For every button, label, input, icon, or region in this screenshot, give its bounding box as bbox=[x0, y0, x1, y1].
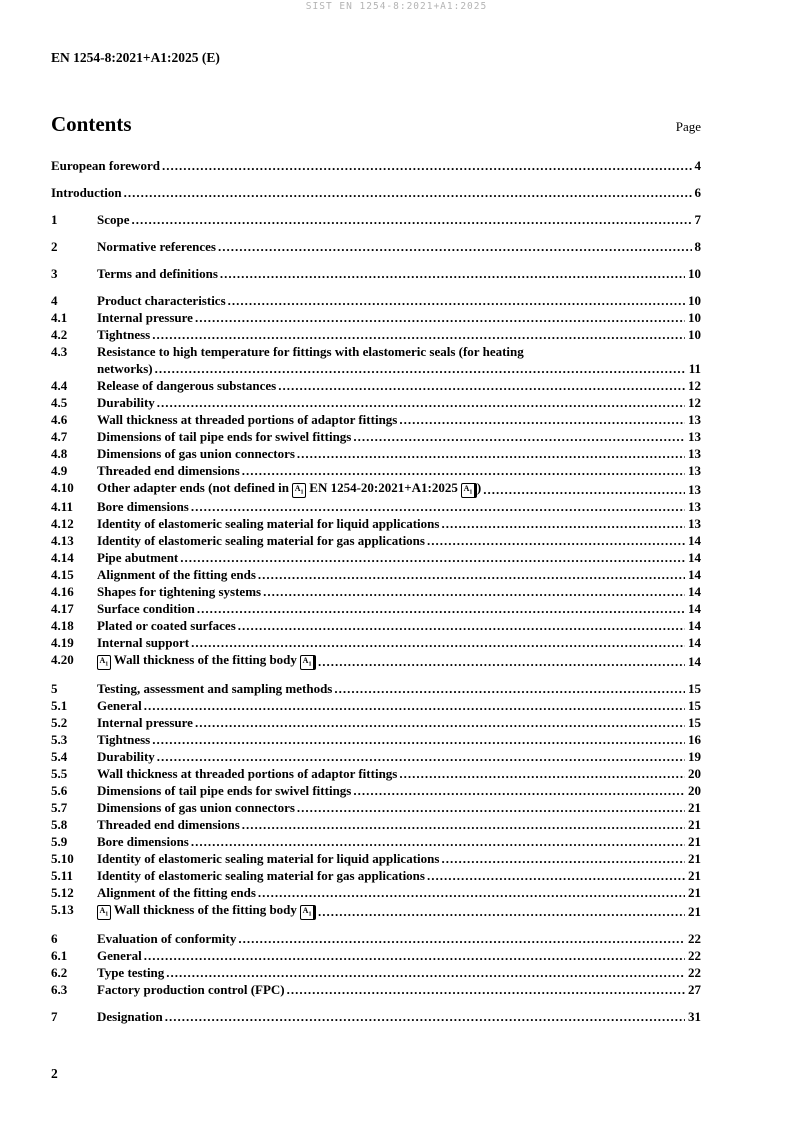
toc-entry bbox=[51, 634, 701, 651]
toc-entry bbox=[51, 816, 701, 833]
toc-entry-body bbox=[97, 930, 701, 947]
toc-entry-title: $A_1$ Wall thickness of the fitting body $A_1$ bbox=[97, 901, 316, 920]
toc-entry bbox=[51, 326, 701, 343]
toc-entry-page: 19 bbox=[688, 749, 701, 765]
dot-leader bbox=[152, 326, 685, 343]
toc-entry-body bbox=[97, 617, 701, 634]
toc-entry-number: 5.7 bbox=[51, 800, 68, 816]
toc-entry-page: 10 bbox=[688, 310, 701, 325]
toc-entry-page: 21 bbox=[688, 904, 701, 920]
dot-leader bbox=[191, 498, 685, 515]
toc-entry bbox=[51, 411, 701, 428]
toc-entry bbox=[51, 884, 701, 901]
toc-entry-page: 8 bbox=[694, 239, 701, 254]
toc-entry-body bbox=[97, 549, 701, 566]
toc-entry-page: 22 bbox=[688, 948, 701, 964]
toc-entry-body bbox=[97, 532, 701, 549]
toc-entry-page: 14 bbox=[688, 584, 701, 600]
dot-leader bbox=[242, 816, 685, 833]
toc-entry-body bbox=[97, 697, 701, 714]
toc-entry-body bbox=[97, 566, 701, 583]
document-reference: EN 1254-8:2021+A1:2025 (E) bbox=[51, 50, 220, 65]
toc-entry-title: Wall thickness at threaded portions of adaptor fittings bbox=[97, 766, 398, 782]
toc-entry-page: 14 bbox=[688, 635, 701, 651]
dot-leader bbox=[297, 445, 685, 462]
toc-entry-page: 21 bbox=[688, 834, 701, 850]
toc-entry bbox=[51, 462, 701, 479]
toc-entry bbox=[51, 930, 701, 947]
dot-leader bbox=[166, 964, 685, 981]
toc-entry bbox=[51, 394, 701, 411]
toc-entry-title: European foreword bbox=[51, 158, 160, 173]
toc-entry-number: 4.3 bbox=[51, 344, 68, 359]
toc-entry-body bbox=[97, 850, 701, 867]
dot-leader bbox=[218, 238, 692, 255]
toc-entry-page: 21 bbox=[688, 851, 701, 867]
toc-entry-body bbox=[97, 377, 701, 394]
toc-entry-number: 4.17 bbox=[51, 601, 74, 617]
dot-leader bbox=[318, 903, 685, 920]
amendment-marker-a1-start: $A_1$ bbox=[97, 905, 111, 921]
toc-entry-title: Wall thickness at threaded portions of adaptor fittings bbox=[97, 412, 398, 427]
toc-entry-title: Bore dimensions bbox=[97, 499, 189, 515]
toc-entry-page: 13 bbox=[688, 463, 701, 478]
toc-entry-number: 4.9 bbox=[51, 463, 68, 478]
toc-entry-number: 3 bbox=[51, 266, 58, 281]
toc-entry-number: 5.5 bbox=[51, 766, 68, 782]
toc-entry-title: Resistance to high temperature for fittings with elastomeric seals (for heating bbox=[97, 344, 524, 359]
toc-entry bbox=[51, 765, 701, 782]
toc-entry-body bbox=[97, 680, 701, 697]
toc-entry-title: Threaded end dimensions bbox=[97, 817, 240, 833]
toc-entry bbox=[51, 549, 701, 566]
dot-leader bbox=[238, 930, 685, 947]
toc-entry-number: 4.16 bbox=[51, 584, 74, 600]
toc-entry-title: Terms and definitions bbox=[97, 266, 218, 281]
toc-entry-title: Tightness bbox=[97, 327, 151, 342]
toc-entry-page: 14 bbox=[688, 654, 701, 670]
toc-entry-page: 13 bbox=[688, 429, 701, 444]
amendment-marker-a1-end: $A_1$ bbox=[461, 483, 477, 499]
toc-entry bbox=[51, 799, 701, 816]
toc-entry bbox=[51, 981, 701, 998]
toc-entry-number: 5.8 bbox=[51, 817, 68, 833]
toc-entry-body bbox=[97, 947, 701, 964]
watermark-text: SIST EN 1254-8:2021+A1:2025 bbox=[305, 1, 488, 12]
dot-leader bbox=[191, 833, 685, 850]
toc-entry-number: 5.9 bbox=[51, 834, 68, 850]
toc-entry-number: 5.11 bbox=[51, 868, 74, 884]
toc-entry-body bbox=[51, 157, 701, 174]
toc-entry-body bbox=[97, 498, 701, 515]
toc-entry-title: Durability bbox=[97, 395, 155, 410]
toc-entry-page: 13 bbox=[688, 412, 701, 427]
toc-entry bbox=[51, 850, 701, 867]
toc-entry-title: Alignment of the fitting ends bbox=[97, 567, 256, 583]
toc-entry-title: Testing, assessment and sampling methods bbox=[97, 681, 333, 697]
toc-entry-page: 14 bbox=[688, 550, 701, 566]
toc-entry-title: Internal pressure bbox=[97, 715, 193, 731]
toc-entry-page: 31 bbox=[688, 1009, 701, 1025]
toc-entry-body bbox=[97, 833, 701, 850]
toc-entry-body bbox=[51, 184, 701, 201]
toc-entry bbox=[51, 238, 701, 255]
toc-entry-number: 4.15 bbox=[51, 567, 74, 583]
toc-entry-body bbox=[97, 211, 701, 228]
toc-entry-title: Identity of elastomeric sealing material for liquid applications bbox=[97, 516, 440, 532]
toc-entry-title: $A_1$ Wall thickness of the fitting body $A_1$ bbox=[97, 651, 316, 670]
toc-entry-title: Identity of elastomeric sealing material for liquid applications bbox=[97, 851, 440, 867]
table-of-contents bbox=[51, 157, 701, 1025]
toc-entry bbox=[51, 292, 701, 309]
toc-entry-number: 4.1 bbox=[51, 310, 68, 325]
toc-entry bbox=[51, 617, 701, 634]
toc-entry-body bbox=[97, 748, 701, 765]
amendment-marker-a1-start: $A_1$ bbox=[292, 483, 306, 499]
dot-leader bbox=[318, 653, 685, 670]
toc-entry-page: 6 bbox=[694, 185, 701, 200]
toc-entry-title: Designation bbox=[97, 1009, 163, 1025]
dot-leader bbox=[165, 1008, 685, 1025]
toc-entry-page: 10 bbox=[688, 266, 701, 281]
toc-entry-page: 22 bbox=[688, 965, 701, 981]
toc-entry-body bbox=[97, 309, 701, 326]
toc-entry-page: 14 bbox=[688, 533, 701, 549]
toc-entry-title: General bbox=[97, 948, 142, 964]
toc-entry-number: 4.12 bbox=[51, 516, 74, 532]
toc-entry bbox=[51, 184, 701, 201]
dot-leader bbox=[399, 411, 685, 428]
toc-entry-number: 4.10 bbox=[51, 480, 74, 495]
toc-entry bbox=[51, 651, 701, 670]
toc-entry-page: 10 bbox=[688, 327, 701, 342]
toc-entry-body bbox=[97, 651, 701, 670]
toc-entry-page: 7 bbox=[694, 212, 701, 227]
toc-entry bbox=[51, 714, 701, 731]
toc-entry-body bbox=[97, 515, 701, 532]
footer-page-number: 2 bbox=[51, 1066, 58, 1081]
toc-entry-page: 10 bbox=[688, 293, 701, 308]
dot-leader bbox=[220, 265, 685, 282]
amendment-marker-a1-start: $A_1$ bbox=[97, 655, 111, 671]
toc-entry-body bbox=[97, 731, 701, 748]
toc-entry bbox=[51, 445, 701, 462]
toc-entry-number: 4.14 bbox=[51, 550, 74, 566]
toc-entry-page: 14 bbox=[688, 567, 701, 583]
toc-entry bbox=[51, 1008, 701, 1025]
toc-entry-body bbox=[97, 394, 701, 411]
toc-entry bbox=[51, 748, 701, 765]
amendment-marker-a1-end: $A_1$ bbox=[300, 655, 316, 671]
toc-entry-number: 1 bbox=[51, 212, 58, 227]
toc-entry bbox=[51, 833, 701, 850]
toc-entry-number: 5.12 bbox=[51, 885, 74, 901]
toc-entry-number: 4.19 bbox=[51, 635, 74, 651]
toc-entry-number: 5.1 bbox=[51, 698, 68, 714]
toc-entry-body bbox=[97, 265, 701, 282]
toc-entry-number: 5.3 bbox=[51, 732, 68, 748]
toc-entry-number: 2 bbox=[51, 239, 58, 254]
dot-leader bbox=[144, 697, 685, 714]
toc-entry-number: 4.5 bbox=[51, 395, 68, 410]
toc-entry bbox=[51, 731, 701, 748]
toc-entry-title: Release of dangerous substances bbox=[97, 378, 277, 393]
toc-entry bbox=[51, 697, 701, 714]
toc-entry-page: 12 bbox=[688, 378, 701, 393]
toc-entry bbox=[51, 532, 701, 549]
contents-title: Contents bbox=[51, 112, 132, 136]
toc-entry bbox=[51, 377, 701, 394]
toc-entry-number: 6 bbox=[51, 931, 58, 947]
toc-entry bbox=[51, 782, 701, 799]
dot-leader bbox=[132, 211, 692, 228]
dot-leader bbox=[258, 566, 685, 583]
toc-entry-title: Scope bbox=[97, 212, 130, 227]
dot-leader bbox=[228, 292, 685, 309]
toc-entry-number: 4 bbox=[51, 293, 58, 308]
toc-entry-body bbox=[97, 583, 701, 600]
toc-entry-body bbox=[97, 462, 701, 479]
dot-leader bbox=[124, 184, 692, 201]
dot-leader bbox=[195, 714, 685, 731]
toc-entry-title: Internal support bbox=[97, 635, 190, 651]
toc-entry bbox=[51, 901, 701, 920]
toc-entry-title: Introduction bbox=[51, 185, 122, 200]
toc-entry-body bbox=[97, 445, 701, 462]
dot-leader bbox=[191, 634, 685, 651]
toc-entry-title: Dimensions of gas union connectors bbox=[97, 800, 295, 816]
dot-leader bbox=[297, 799, 685, 816]
toc-entry bbox=[51, 211, 701, 228]
toc-entry-title: General bbox=[97, 698, 142, 714]
dot-leader bbox=[353, 782, 685, 799]
dot-leader bbox=[155, 360, 686, 377]
toc-entry-body bbox=[97, 411, 701, 428]
toc-entry-number: 4.11 bbox=[51, 499, 74, 515]
toc-entry-page: 4 bbox=[694, 158, 701, 173]
toc-entry-number: 5.10 bbox=[51, 851, 74, 867]
toc-entry-page: 13 bbox=[688, 446, 701, 461]
toc-entry bbox=[51, 947, 701, 964]
toc-entry-page: 15 bbox=[688, 715, 701, 731]
toc-entry-title: Alignment of the fitting ends bbox=[97, 885, 256, 901]
toc-entry-title: Factory production control (FPC) bbox=[97, 982, 285, 998]
toc-entry bbox=[51, 479, 701, 498]
dot-leader bbox=[152, 731, 685, 748]
toc-entry-page: 15 bbox=[688, 698, 701, 714]
contents-header bbox=[51, 112, 701, 137]
dot-leader bbox=[483, 481, 685, 498]
toc-entry bbox=[51, 498, 701, 515]
toc-entry-number: 4.4 bbox=[51, 378, 68, 393]
toc-entry-title: Identity of elastomeric sealing material for gas applications bbox=[97, 533, 425, 549]
toc-entry-number: 4.8 bbox=[51, 446, 68, 461]
toc-entry-number: 4.13 bbox=[51, 533, 74, 549]
toc-entry-body bbox=[97, 765, 701, 782]
page-column-label: Page bbox=[675, 119, 701, 134]
toc-entry-title: Type testing bbox=[97, 965, 165, 981]
toc-entry-body bbox=[97, 238, 701, 255]
toc-entry-page: 21 bbox=[688, 868, 701, 884]
dot-leader bbox=[353, 428, 685, 445]
dot-leader bbox=[157, 748, 685, 765]
toc-entry-body bbox=[97, 816, 701, 833]
toc-entry-page: 13 bbox=[688, 516, 701, 532]
toc-entry-title: Dimensions of tail pipe ends for swivel fittings bbox=[97, 429, 352, 444]
toc-entry-title: Other adapter ends (not defined in $A_1$ EN 1254-20:2021+A1:2025 $A_1$ ) bbox=[97, 479, 481, 498]
toc-entry-title: Pipe abutment bbox=[97, 550, 179, 566]
dot-leader bbox=[180, 549, 685, 566]
toc-entry-page: 21 bbox=[688, 885, 701, 901]
toc-entry-page: 11 bbox=[688, 361, 701, 376]
dot-leader bbox=[427, 532, 685, 549]
toc-entry bbox=[51, 309, 701, 326]
toc-entry-page: 21 bbox=[688, 800, 701, 816]
dot-leader bbox=[242, 462, 685, 479]
toc-entry-number: 4.6 bbox=[51, 412, 68, 427]
toc-entry-title: Threaded end dimensions bbox=[97, 463, 240, 478]
toc-entry-body bbox=[97, 714, 701, 731]
toc-entry-number: 5.2 bbox=[51, 715, 68, 731]
dot-leader bbox=[441, 850, 685, 867]
toc-entry-body bbox=[97, 981, 701, 998]
toc-entry-page: 21 bbox=[688, 817, 701, 833]
toc-entry bbox=[51, 566, 701, 583]
toc-entry-body bbox=[97, 799, 701, 816]
dot-leader bbox=[287, 981, 685, 998]
toc-entry-title: Evaluation of conformity bbox=[97, 931, 237, 947]
toc-entry bbox=[51, 583, 701, 600]
toc-entry bbox=[51, 600, 701, 617]
toc-entry bbox=[51, 343, 701, 377]
toc-entry-body bbox=[97, 867, 701, 884]
toc-entry-body bbox=[97, 884, 701, 901]
toc-entry-page: 22 bbox=[688, 931, 701, 947]
toc-entry bbox=[51, 515, 701, 532]
toc-entry-number: 4.2 bbox=[51, 327, 68, 342]
dot-leader bbox=[195, 309, 685, 326]
toc-entry-number: 5.4 bbox=[51, 749, 68, 765]
toc-entry-body bbox=[97, 1008, 701, 1025]
toc-entry-page: 14 bbox=[688, 601, 701, 617]
toc-entry-title: Bore dimensions bbox=[97, 834, 189, 850]
toc-entry-body bbox=[97, 428, 701, 445]
amendment-marker-a1-end: $A_1$ bbox=[300, 905, 316, 921]
toc-entry-body bbox=[97, 600, 701, 617]
toc-entry-number: 6.2 bbox=[51, 965, 68, 981]
dot-leader bbox=[238, 617, 685, 634]
dot-leader bbox=[157, 394, 685, 411]
toc-entry-body bbox=[97, 901, 701, 920]
toc-entry-body bbox=[97, 634, 701, 651]
toc-entry-number: 5.13 bbox=[51, 902, 74, 918]
toc-entry bbox=[51, 428, 701, 445]
toc-entry-title: Shapes for tightening systems bbox=[97, 584, 262, 600]
dot-leader bbox=[258, 884, 685, 901]
toc-entry-page: 20 bbox=[688, 766, 701, 782]
toc-entry-number: 6.1 bbox=[51, 948, 68, 964]
toc-entry-page: 13 bbox=[688, 482, 701, 498]
toc-entry-title: Dimensions of tail pipe ends for swivel fittings bbox=[97, 783, 352, 799]
toc-entry bbox=[51, 867, 701, 884]
toc-entry-body bbox=[97, 964, 701, 981]
toc-entry-page: 13 bbox=[688, 499, 701, 515]
toc-entry-title: Normative references bbox=[97, 239, 216, 254]
toc-entry-title: Internal pressure bbox=[97, 310, 193, 325]
dot-leader bbox=[334, 680, 685, 697]
toc-entry-body bbox=[97, 479, 701, 498]
toc-entry-body bbox=[97, 292, 701, 309]
toc-entry-number: 4.20 bbox=[51, 652, 74, 668]
toc-entry-page: 20 bbox=[688, 783, 701, 799]
toc-entry-body bbox=[97, 782, 701, 799]
dot-leader bbox=[263, 583, 685, 600]
dot-leader bbox=[427, 867, 685, 884]
toc-entry bbox=[51, 157, 701, 174]
toc-entry-title: Surface condition bbox=[97, 601, 195, 617]
dot-leader bbox=[162, 157, 692, 174]
toc-entry-title: Dimensions of gas union connectors bbox=[97, 446, 295, 461]
toc-entry-title: Plated or coated surfaces bbox=[97, 618, 236, 634]
dot-leader bbox=[278, 377, 685, 394]
toc-entry-number: 5 bbox=[51, 681, 58, 697]
toc-entry-number: 5.6 bbox=[51, 783, 68, 799]
toc-entry-number: 4.7 bbox=[51, 429, 68, 444]
toc-entry-page: 27 bbox=[688, 982, 701, 998]
toc-entry-number: 7 bbox=[51, 1009, 58, 1025]
toc-entry-page: 15 bbox=[688, 681, 701, 697]
toc-entry-title: Product characteristics bbox=[97, 293, 226, 308]
toc-entry-page: 16 bbox=[688, 732, 701, 748]
toc-entry bbox=[51, 680, 701, 697]
toc-entry-page: 12 bbox=[688, 395, 701, 410]
toc-entry-title: Tightness bbox=[97, 732, 151, 748]
toc-entry-page: 14 bbox=[688, 618, 701, 634]
toc-entry bbox=[51, 964, 701, 981]
toc-entry-title: Identity of elastomeric sealing material for gas applications bbox=[97, 868, 425, 884]
toc-entry-number: 4.18 bbox=[51, 618, 74, 634]
dot-leader bbox=[441, 515, 685, 532]
toc-entry-body bbox=[97, 326, 701, 343]
toc-entry bbox=[51, 265, 701, 282]
toc-entry-title: Durability bbox=[97, 749, 155, 765]
toc-entry-body bbox=[97, 343, 701, 377]
dot-leader bbox=[399, 765, 685, 782]
toc-entry-number: 6.3 bbox=[51, 982, 68, 998]
toc-entry-title: networks) bbox=[97, 361, 153, 376]
dot-leader bbox=[144, 947, 685, 964]
dot-leader bbox=[197, 600, 685, 617]
